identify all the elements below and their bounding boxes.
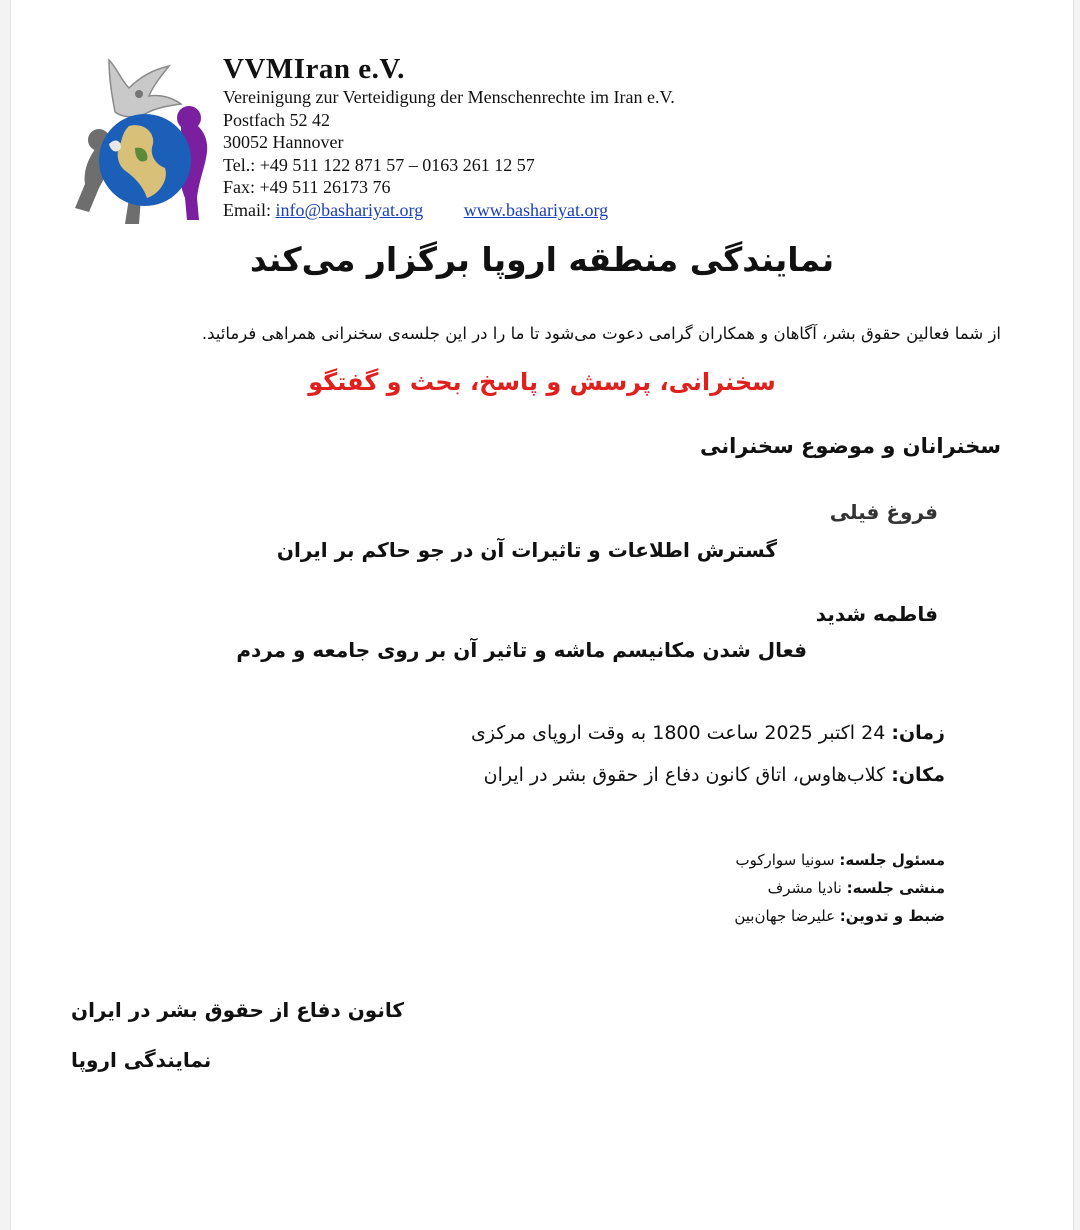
document-page [10, 0, 1074, 1230]
email-line [223, 199, 675, 222]
org-name: VVMIran e.V. [223, 53, 405, 85]
website-link[interactable]: www.bashariyat.org [463, 199, 609, 220]
email-link[interactable]: info@bashariyat.org [275, 199, 424, 220]
footer-org: کانون دفاع از حقوق بشر در ایران [71, 998, 404, 1022]
role-value: نادیا مشرف [767, 879, 842, 897]
org-full-name: Vereinigung zur Verteidigung der Menschenrechte im Iran e.V. [223, 87, 675, 107]
session-roles [734, 846, 945, 930]
city: 30052 Hannover [223, 132, 344, 153]
speaker-name: فروغ فیلی [829, 500, 938, 524]
page-title: نمایندگی منطقه اروپا برگزار می‌کند [249, 240, 835, 279]
time-label: زمان: [891, 722, 945, 744]
place-value: کلاب‌هاوس، اتاق کانون دفاع از حقوق بشر در ایران [483, 764, 886, 786]
role-label: مسئول جلسه: [839, 851, 945, 869]
speaker-topic: فعال شدن مکانیسم ماشه و تاثیر آن بر روی جامعه و مردم [236, 638, 807, 662]
speakers-heading: سخنرانان و موضوع سخنرانی [699, 434, 1001, 458]
intro-text: از شما فعالین حقوق بشر، آگاهان و همکاران گرامی دعوت می‌شود تا ما را در این جلسه‌ی سخنرانی همراهی فرمائید. [201, 324, 1001, 343]
letterhead [223, 52, 675, 222]
role-value: علیرضا جهان‌بین [734, 907, 836, 925]
footer-branch: نمایندگی اروپا [71, 1048, 212, 1072]
role-value: سونیا سوارکوب [735, 851, 835, 869]
telephone: Tel.: +49 511 122 871 57 – 0163 261 12 57 [223, 154, 535, 175]
postfach: Postfach 52 42 [223, 109, 330, 130]
role-line [734, 902, 945, 930]
event-place [484, 764, 945, 786]
role-line [734, 874, 945, 902]
email-label: Email: [223, 199, 271, 220]
role-label: ضبط و تدوین: [839, 907, 945, 925]
time-value: 24 اکتبر 2025 ساعت 1800 به وقت اروپای مرکزی [471, 722, 886, 744]
role-label: منشی جلسه: [846, 879, 945, 897]
role-line [734, 846, 945, 874]
event-time [471, 722, 945, 744]
dove-globe-logo [69, 48, 219, 228]
event-format: سخنرانی، پرسش و پاسخ، بحث و گفتگو [308, 368, 776, 396]
speaker-topic: گسترش اطلاعات و تاثیرات آن در جو حاکم بر ایران [276, 538, 777, 562]
fax: Fax: +49 511 26173 76 [223, 177, 391, 198]
speaker-name: فاطمه شدید [815, 602, 938, 626]
place-label: مکان: [891, 764, 945, 786]
